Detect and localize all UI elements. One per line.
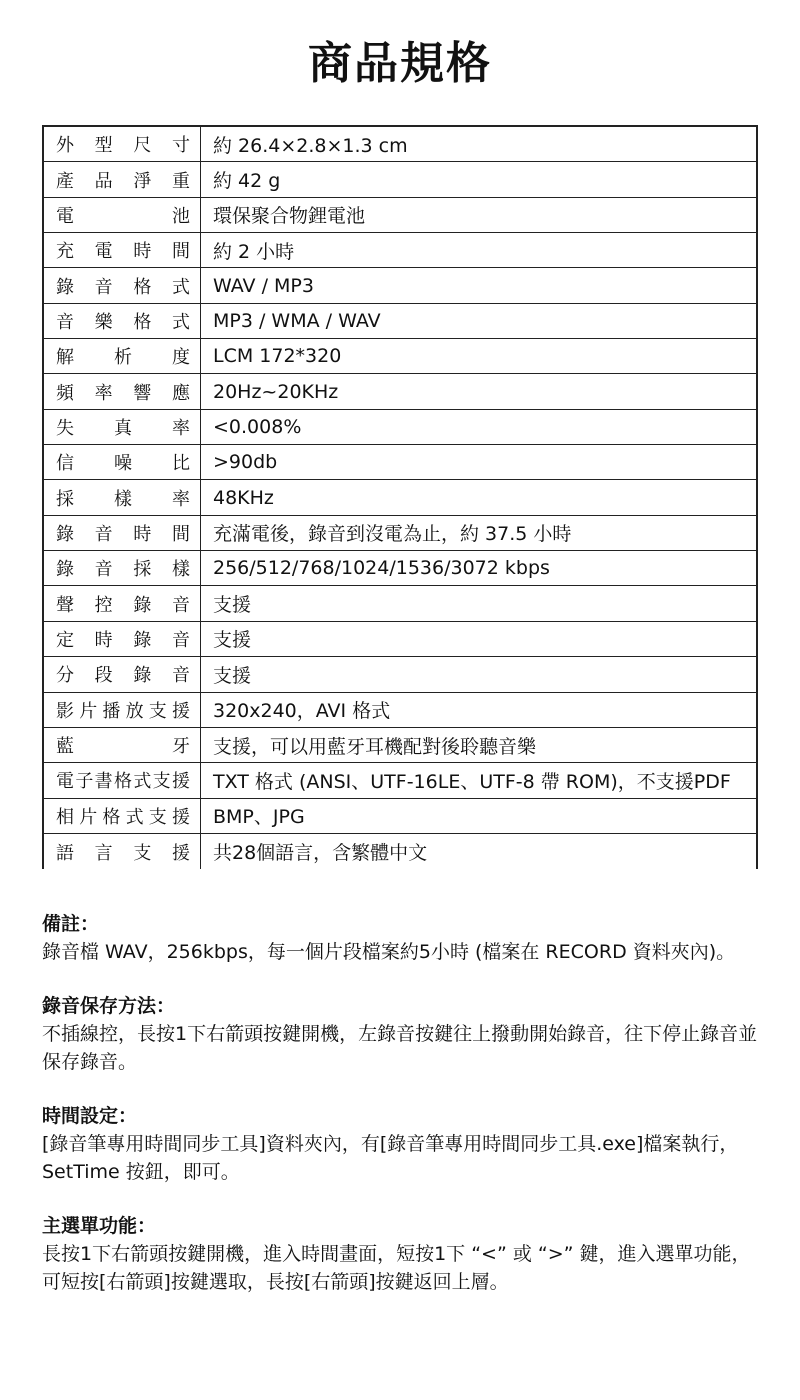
spec-label: 語言支援 xyxy=(44,834,201,869)
note-main-menu xyxy=(42,1212,762,1296)
spec-value: TXT 格式 (ANSI、UTF-16LE、UTF-8 帶 ROM)，不支援PDF xyxy=(213,770,731,793)
spec-value: 環保聚合物鋰電池 xyxy=(213,205,366,228)
spec-value: 共28個語言，含繁體中文 xyxy=(213,842,428,865)
spec-label: 影片播放支援 xyxy=(44,693,201,727)
spec-row xyxy=(44,763,756,798)
spec-row xyxy=(44,480,756,515)
spec-value: 約 2 小時 xyxy=(213,240,295,263)
spec-label: 電池 xyxy=(44,198,201,232)
spec-value: 支援，可以用藍牙耳機配對後聆聽音樂 xyxy=(213,735,537,758)
spec-row xyxy=(44,198,756,233)
spec-value: 約 26.4×2.8×1.3 cm xyxy=(213,134,408,157)
spec-label: 音樂格式 xyxy=(44,304,201,338)
spec-label: 定時錄音 xyxy=(44,622,201,656)
spec-label: 充電時間 xyxy=(44,233,201,267)
spec-row xyxy=(44,586,756,621)
note-text: 不插線控，長按1下右箭頭按鍵開機，左錄音按鍵往上撥動開始錄音，往下停止錄音並保存錄音。 xyxy=(42,1023,758,1073)
spec-label: 解析度 xyxy=(44,339,201,373)
spec-value: 支援 xyxy=(213,629,252,652)
spec-label: 錄音採樣 xyxy=(44,551,201,585)
spec-label: 信噪比 xyxy=(44,445,201,479)
note-text: [錄音筆專用時間同步工具]資料夾內，有[錄音筆專用時間同步工具.exe]檔案執行，SetTime 按鈕，即可。 xyxy=(42,1133,739,1183)
spec-label: 頻率響應 xyxy=(44,374,201,408)
spec-row xyxy=(44,304,756,339)
spec-label: 電子書格式支援 xyxy=(44,763,201,797)
spec-value: LCM 172*320 xyxy=(213,345,342,368)
spec-label: 採樣率 xyxy=(44,480,201,514)
note-time-setting xyxy=(42,1102,762,1186)
spec-row xyxy=(44,268,756,303)
spec-label: 藍牙 xyxy=(44,728,201,762)
note-heading: 時間設定： xyxy=(42,1105,138,1127)
spec-row xyxy=(44,127,756,162)
spec-label: 分段錄音 xyxy=(44,657,201,691)
spec-row xyxy=(44,551,756,586)
spec-row xyxy=(44,410,756,445)
spec-row xyxy=(44,445,756,480)
spec-value: >90db xyxy=(213,451,278,474)
spec-value: WAV / MP3 xyxy=(213,274,314,297)
spec-row xyxy=(44,693,756,728)
spec-value: 256/512/768/1024/1536/3072 kbps xyxy=(213,557,550,580)
spec-value: MP3 / WMA / WAV xyxy=(213,309,381,332)
spec-label: 外型尺寸 xyxy=(44,127,201,161)
spec-row xyxy=(44,339,756,374)
spec-value: 約 42 g xyxy=(213,170,281,193)
notes-section xyxy=(42,910,762,1322)
spec-value: 支援 xyxy=(213,664,252,687)
spec-row xyxy=(44,162,756,197)
spec-row xyxy=(44,622,756,657)
spec-value: 支援 xyxy=(213,594,252,617)
spec-row xyxy=(44,374,756,409)
spec-row xyxy=(44,233,756,268)
spec-label: 聲控錄音 xyxy=(44,586,201,620)
page-title: 商品規格 xyxy=(308,38,492,89)
spec-label: 失真率 xyxy=(44,410,201,444)
note-save-recording xyxy=(42,992,762,1076)
spec-row xyxy=(44,728,756,763)
note-heading: 備註： xyxy=(42,913,100,935)
note-heading: 錄音保存方法： xyxy=(42,995,176,1017)
spec-label: 錄音時間 xyxy=(44,516,201,550)
spec-value: BMP、JPG xyxy=(213,806,305,829)
spec-row xyxy=(44,799,756,834)
note-remarks xyxy=(42,910,762,966)
spec-value: 48KHz xyxy=(213,486,274,509)
spec-label: 產品淨重 xyxy=(44,162,201,196)
spec-value: 充滿電後，錄音到沒電為止，約 37.5 小時 xyxy=(213,523,572,546)
spec-row xyxy=(44,834,756,869)
spec-value: <0.008% xyxy=(213,415,302,438)
spec-row xyxy=(44,516,756,551)
spec-row xyxy=(44,657,756,692)
spec-table xyxy=(42,125,758,869)
spec-value: 320x240，AVI 格式 xyxy=(213,700,391,723)
note-heading: 主選單功能： xyxy=(42,1215,157,1237)
spec-label: 錄音格式 xyxy=(44,268,201,302)
spec-value: 20Hz~20KHz xyxy=(213,380,339,403)
note-text: 長按1下右箭頭按鍵開機，進入時間畫面，短按1下 “<” 或 “>” 鍵，進入選單功能，可短按[右箭頭]按鍵選取，長按[右箭頭]按鍵返回上層。 xyxy=(42,1243,751,1293)
spec-label: 相片格式支援 xyxy=(44,799,201,833)
note-text: 錄音檔 WAV，256kbps，每一個片段檔案約5小時 (檔案在 RECORD 資料夾內)。 xyxy=(42,941,736,963)
